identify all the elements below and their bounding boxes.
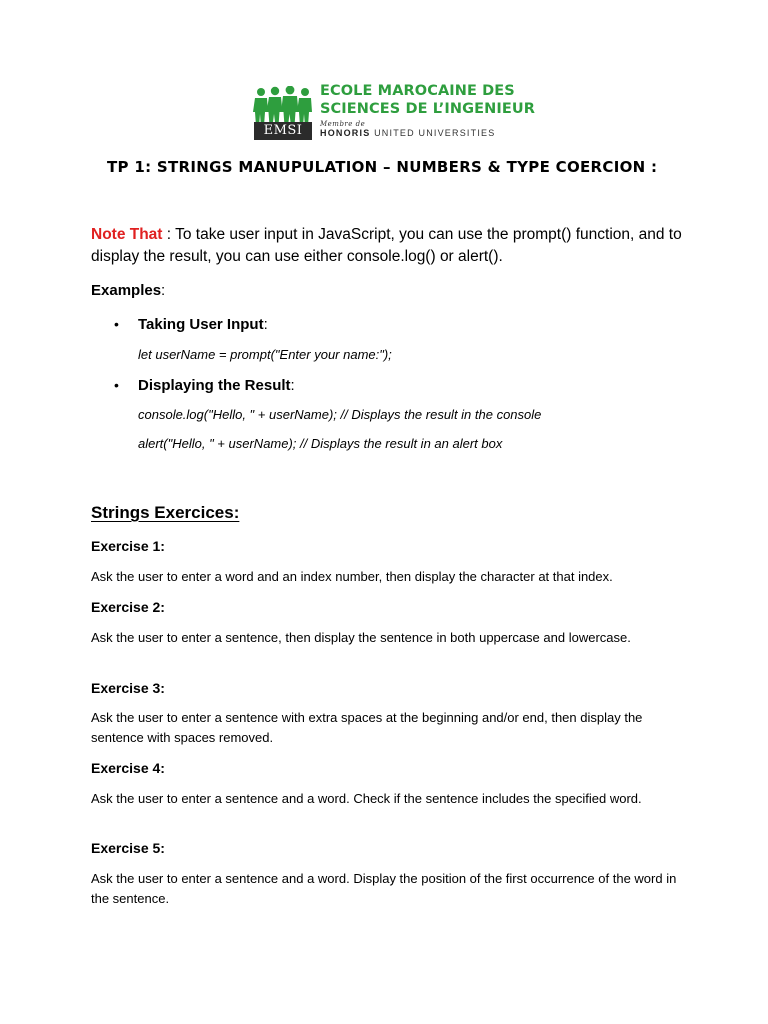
example-title: Taking User Input [138,316,264,333]
note-text: : To take user input in JavaScript, you can use the prompt() function, and to display the result, you can use either console.log() or alert(). [91,226,682,265]
examples-label [91,281,165,301]
code-line: console.log("Hello, " + userName); // Displays the result in the console [138,407,542,422]
exercise-title: Exercise 5: [91,840,165,856]
example-item-input [114,314,268,335]
bullet-icon: • [114,316,119,332]
logo-honoris-text [320,128,530,139]
example-item-result [114,375,295,396]
examples-colon: : [161,282,166,299]
logo-line-2: SCIENCES DE L’INGENIEUR [320,101,535,117]
exercise-text: Ask the user to enter a sentence with extra spaces at the beginning and/or end, then display the sentence with spaces removed. [91,710,643,745]
page-title: TP 1: STRINGS MANUPULATION – NUMBERS & TYPE COERCION : [107,158,658,176]
emsi-logo [252,82,535,144]
code-line: alert("Hello, " + userName); // Displays the result in an alert box [138,436,503,451]
example-title: Displaying the Result [138,377,291,394]
exercise-text: Ask the user to enter a sentence, then display the sentence in both uppercase and lowercase. [91,630,631,645]
code-line: let userName = prompt("Enter your name:"); [138,347,392,362]
example-colon: : [290,377,295,394]
examples-label-text: Examples [91,282,162,299]
exercise-text: Ask the user to enter a sentence and a word. Display the position of the first occurrence of the word in the sentence. [91,871,677,906]
emsi-badge: EMSI [254,122,312,140]
exercise-title: Exercise 3: [91,680,165,696]
bullet-icon: • [114,377,119,393]
note-paragraph [91,224,691,268]
note-label: Note That [91,226,163,243]
section-heading: Strings Exercices: [91,503,240,522]
logo-line-1: ECOLE MAROCAINE DES [320,83,515,99]
logo-member-text: Membre de [320,120,366,128]
exercise-title: Exercise 4: [91,760,165,776]
logo-text-block [320,82,535,139]
honoris-rest: UNITED UNIVERSITIES [370,128,496,138]
exercise-text: Ask the user to enter a word and an index number, then display the character at that index. [91,569,613,584]
example-colon: : [263,316,268,333]
exercise-title: Exercise 1: [91,538,165,554]
exercise-text: Ask the user to enter a sentence and a word. Check if the sentence includes the specified word. [91,791,642,806]
exercise-title: Exercise 2: [91,599,165,615]
honoris-bold: HONORIS [320,128,371,138]
